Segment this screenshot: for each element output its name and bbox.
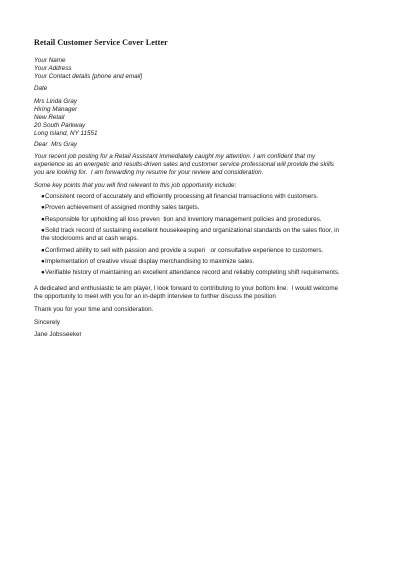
bullet-icon: ● (41, 246, 45, 254)
recipient-name: Mrs Linda Gray (34, 98, 78, 105)
key-points-list (41, 193, 371, 281)
intro-line: Your recent job posting for a Retail Assistant immediately caught my attention. I am confident that my (34, 153, 316, 160)
closing-paragraph (34, 285, 338, 301)
list-item: ●Consistent record of accurately and efficiently processing all financial transactions with customers. (41, 193, 319, 200)
salutation-text: Dear Mrs Gray (34, 141, 78, 148)
bullet-icon: ● (41, 258, 45, 266)
list-item: ●Verifiable history of maintaining an excellent attendance record and reliably completing shift requirements. (41, 269, 340, 277)
thanks-line (34, 306, 153, 314)
recipient-street: 20 South Parkway (34, 122, 86, 130)
bullet-icon: ● (41, 269, 45, 277)
intro-line: experience as an energetic and results-driven sales and customer service professional will provide the skills (34, 161, 334, 169)
sender-name: Your Name (34, 57, 66, 64)
bullet-icon: ● (41, 193, 45, 200)
bullet-icon: ● (41, 204, 45, 212)
sender-contact: Your Contact details [phone and email] (34, 73, 143, 81)
recipient-title: Hiring Manager (34, 106, 78, 114)
bullet-icon: ● (41, 215, 45, 223)
document-title: Retail Customer Service Cover Letter (34, 38, 168, 47)
recipient-city: Long Island, NY 11551 (34, 130, 98, 138)
bullet-icon: ● (41, 227, 45, 235)
list-item: ●Proven achievement of assigned monthly sales targets. (41, 204, 200, 212)
signature-name: Jane Jobsseeker (34, 331, 82, 338)
key-points-intro (34, 182, 236, 190)
list-item: ●Implementation of creative visual display merchandising to maximize sales. (41, 258, 255, 266)
list-item: ●Solid track record of sustaining excellent housekeeping and organizational standards on the sales floor, in the stockrooms and at cash wraps. (41, 227, 340, 243)
signoff (34, 319, 60, 327)
recipient-block (34, 98, 98, 138)
intro-line: you are looking for. I am forwarding my resume for your review and consideration. (34, 169, 264, 177)
sender-address: Your Address (34, 65, 72, 73)
thanks-text: Thank you for your time and consideration. (34, 306, 154, 313)
key-points-intro-text: Some key points that you will find relevant to this job opportunity include: (34, 182, 237, 189)
sender-block (34, 57, 142, 81)
date-line (34, 85, 47, 93)
list-item: ●Responsible for upholding all loss preven tion and inventory management policies and procedures. (41, 215, 322, 223)
closing-line: the opportunity to meet with you for an in-depth interview to further discuss the position (34, 293, 276, 301)
salutation (34, 141, 77, 149)
letter-date: Date (34, 85, 48, 92)
list-item: ●Confirmed ability to sell with passion and provide a superi or consultative experience to customers. (41, 246, 324, 254)
intro-paragraph (34, 153, 334, 178)
signoff-text: Sincerely (34, 319, 60, 326)
closing-line: A dedicated and enthusiastic te am player, I look forward to contributing to your bottom line. I would welcome (34, 285, 339, 292)
signature (34, 331, 82, 339)
recipient-company: New Retail (34, 114, 65, 122)
